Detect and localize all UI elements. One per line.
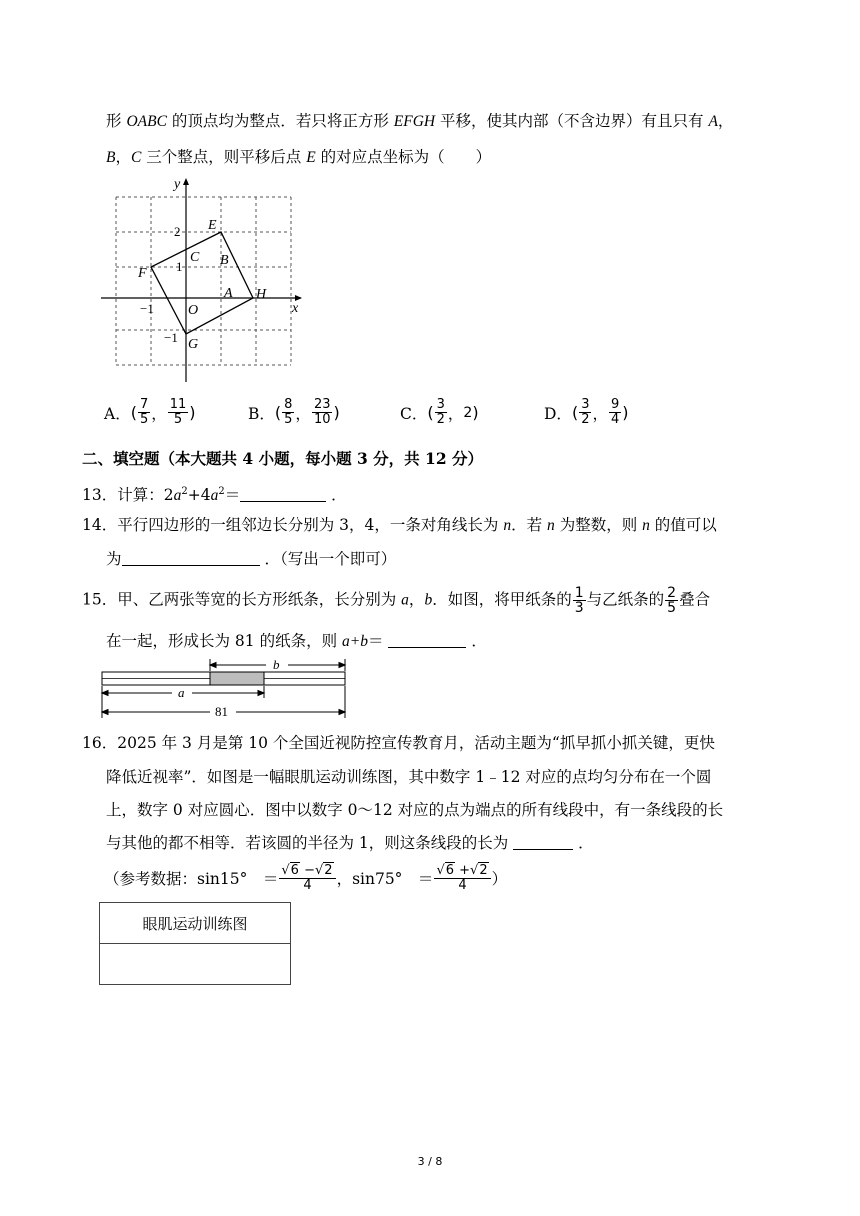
answer-blank-15[interactable] [388, 631, 466, 648]
y-axis-arrow [183, 178, 189, 185]
option-c: C． ( $\frac{3}{2}$ ， 2 ) [400, 397, 479, 427]
label-b: b [273, 657, 280, 672]
question-13: 13．计算：$2a^2+4a^2=$ ． [82, 486, 347, 505]
question-15-line1: 15．甲、乙两张等宽的长方形纸条，长分别为 a，b．如图，将甲纸条的 $\frac{1}{3}$ 与乙纸条的 $\frac{2}{5}$ 叠合 [82, 585, 711, 616]
answer-blank-14[interactable] [122, 549, 260, 566]
page-number: 3 / 8 [417, 1155, 443, 1168]
y-axis-label: y [174, 177, 181, 192]
origin-label: O [188, 303, 199, 318]
q15-paper-strips-figure [96, 656, 352, 720]
question-16-line2: 降低近视率”．如图是一幅眼肌运动训练图，其中数字 1﹣12 对应的点均匀分布在一个圆 [106, 768, 712, 786]
tick-x-minus1: −1 [140, 301, 154, 316]
question-16-line4: 与其他的都不相等．若该圆的半径为 1，则这条线段的长为 ． [106, 834, 594, 852]
eye-exercise-table-title: 眼肌运动训练图 [100, 903, 291, 944]
point-c-label: C [190, 250, 200, 265]
axes [101, 180, 301, 382]
question-16-reference: （参考数据：sin15° ＝ $\frac{√6 -√2}{4}$ ，sin75° ＝ $\frac{√6 +√2}{4}$ ） [104, 863, 508, 893]
overlap-region [210, 672, 264, 685]
x-axis-label: x [292, 301, 299, 316]
point-a-label: A [224, 286, 233, 301]
point-e-label: E [208, 218, 217, 233]
point-f-label: F [138, 266, 147, 281]
q12-line1: 形 OABC 的顶点均为整点．若只将正方形 EFGH 平移，使其内部（不含边界）有且只有 A， [106, 112, 734, 130]
q12-line2: B，C 三个整点，则平移后点 E 的对应点坐标为（ ） [106, 148, 492, 166]
answer-blank-16[interactable] [513, 833, 573, 850]
option-b: B． ( $\frac{8}{5}$ ， $\frac{23}{10}$ ) [248, 397, 340, 427]
option-d: D． ( $\frac{3}{2}$ ， $\frac{9}{4}$ ) [544, 397, 629, 427]
question-16-line1: 16．2025 年 3 月是第 10 个全国近视防控宣传教育月，活动主题为“抓早抓小抓关键，更快 [82, 734, 715, 752]
q12-coordinate-figure [96, 172, 310, 390]
question-14-line2: 为 ．（写出一个即可） [106, 550, 397, 568]
point-b-label: B [220, 253, 229, 268]
square-efgh [151, 232, 253, 334]
grid-lines [116, 197, 291, 365]
question-15-line2: 在一起，形成长为 81 的纸条，则 a+b＝ ． [106, 632, 487, 650]
label-81: 81 [215, 704, 228, 719]
label-a: a [178, 685, 185, 700]
option-a: A． ( $\frac{7}{5}$ ， $\frac{11}{5}$ ) [104, 397, 196, 427]
question-14-line1: 14．平行四边形的一组邻边长分别为 3，4，一条对角线长为 n．若 n 为整数，则 n 的值可以 [82, 516, 717, 534]
question-16-line3: 上，数字 0 对应圆心．图中以数字 0～12 对应的点为端点的所有线段中，有一条线段的长 [106, 801, 724, 819]
answer-blank-13[interactable] [240, 485, 326, 502]
tick-y-1: 1 [176, 259, 183, 274]
point-h-label: H [256, 287, 267, 302]
tick-y-minus1: −1 [164, 330, 178, 345]
eye-exercise-table [99, 902, 291, 985]
tick-y-2: 2 [174, 224, 181, 239]
eye-exercise-figure-cell [100, 944, 291, 985]
section-title: 二、填空题（本大题共 4 小题，每小题 3 分，共 12 分） [82, 449, 484, 468]
point-g-label: G [188, 337, 199, 352]
